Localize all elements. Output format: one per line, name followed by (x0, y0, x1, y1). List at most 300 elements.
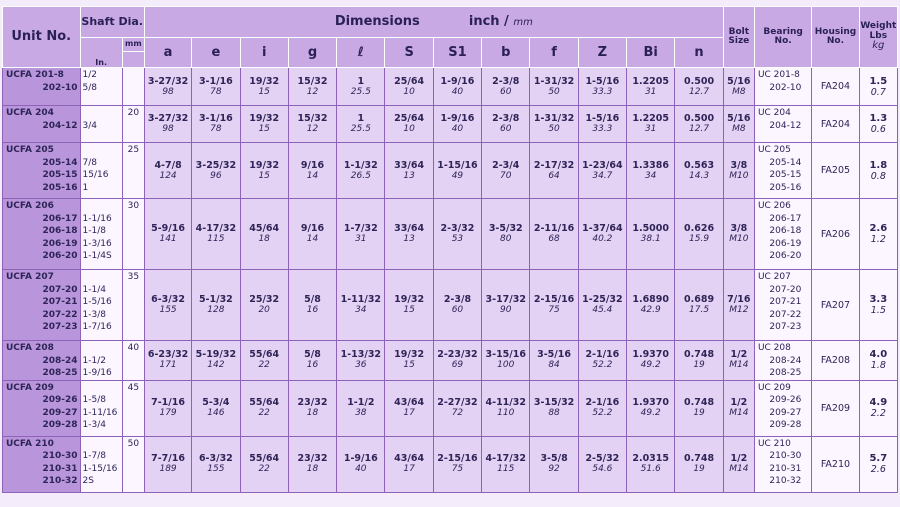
table-row (3, 341, 898, 381)
bearing-no: UC 204 (757, 108, 791, 118)
dimension-mm: 33.3 (592, 124, 613, 134)
bolt-size-inch: 7/16 (727, 294, 751, 305)
dimension-cell (627, 106, 675, 143)
shaft-in-value: 1-15/16 (82, 463, 118, 474)
dimension-cell (385, 68, 433, 106)
shaft-mm-cell (122, 270, 144, 341)
dimension-mm: 84 (548, 360, 560, 371)
bearing-no: UC 207 (757, 272, 791, 282)
dimension-inch: 1-9/16 (440, 113, 475, 124)
shaft-in-value: 1-1/4 (82, 284, 106, 295)
dimension-cell (192, 270, 240, 341)
bolt-size-inch: 1/2 (730, 397, 748, 408)
header-weight (859, 7, 897, 68)
dimension-mm: 19 (693, 408, 705, 418)
dimension-inch: 2-23/32 (437, 349, 478, 361)
dimension-cell (288, 68, 336, 106)
dimension-cell (385, 436, 433, 492)
dimension-inch: 1-31/32 (533, 75, 575, 87)
header-dim-i: i (240, 38, 288, 68)
dimension-mm: 78 (210, 86, 222, 97)
header-dim-n: n (675, 38, 723, 68)
unit-no: 210-30 (42, 451, 78, 461)
dimension-inch: 5-19/32 (195, 349, 237, 361)
dimension-cell (578, 341, 626, 381)
bolt-size-inch: 1/2 (730, 453, 748, 464)
housing-no-cell (812, 380, 859, 436)
bearing-no: UC 206 (757, 201, 791, 211)
dimension-mm: 49 (451, 170, 464, 181)
dimension-mm: 40 (451, 124, 464, 134)
dimension-mm: 34.7 (592, 170, 613, 181)
bearing-no-cell (754, 199, 811, 270)
housing-no-cell (812, 341, 859, 381)
weight-cell (859, 106, 897, 143)
dimension-inch: 43/64 (394, 397, 425, 408)
dimension-cell (288, 380, 336, 436)
dimension-mm: 68 (548, 234, 560, 244)
bearing-no: 207-22 (769, 309, 802, 320)
dimension-cell (675, 380, 723, 436)
dimension-cell (627, 341, 675, 381)
dimension-cell (627, 199, 675, 270)
shaft-in-value: 1/2 (82, 70, 97, 80)
dimension-mm: 42.9 (640, 305, 661, 315)
housing-no-cell (812, 106, 859, 143)
bolt-size-metric: M8 (732, 124, 746, 134)
dimension-cell (337, 341, 385, 381)
bearing-no: 206-20 (769, 251, 802, 261)
dimension-inch: 5-3/4 (202, 397, 230, 408)
dimension-cell (385, 380, 433, 436)
header-shaft-mm-spacer (122, 52, 144, 68)
dimension-cell (144, 436, 191, 492)
dimension-cell (482, 380, 530, 436)
dimension-mm: 18 (306, 464, 319, 474)
bolt-size-cell (723, 199, 754, 270)
bearing-no: 206-18 (769, 226, 802, 236)
unit-no: UCFA 207 (6, 272, 54, 282)
dimension-mm: 171 (159, 360, 177, 371)
dimension-mm: 98 (162, 86, 174, 97)
unit-no: UCFA 201-8 (6, 70, 64, 80)
dimension-cell (482, 270, 530, 341)
header-dim-s1: S1 (433, 38, 481, 68)
dimension-cell (240, 199, 288, 270)
dimension-mm: 15 (403, 305, 415, 315)
shaft-in-value: 1-5/16 (82, 297, 112, 307)
housing-no: FA206 (820, 228, 851, 240)
dimension-cell (240, 143, 288, 199)
unit-no: 206-19 (42, 238, 78, 249)
unit-no-cell (3, 199, 81, 270)
housing-no: FA210 (820, 458, 851, 470)
dimension-inch: 33/64 (394, 159, 425, 171)
bearing-no: 207-21 (769, 297, 802, 307)
bolt-size-inch: 3/8 (730, 159, 748, 171)
dimension-inch: 2-11/16 (533, 223, 575, 234)
dimension-inch: 2-1/16 (585, 349, 620, 361)
header-shaft-in: In. (80, 38, 122, 68)
unit-no: 207-21 (42, 297, 78, 307)
dimension-inch: 23/32 (297, 453, 328, 464)
bearing-no: 206-17 (769, 213, 802, 224)
unit-no: 206-17 (42, 213, 78, 224)
unit-no: UCFA 210 (6, 438, 54, 449)
shaft-mm-value: 30 (127, 201, 140, 211)
dimension-cell (337, 380, 385, 436)
dimension-mm: 34 (355, 305, 367, 315)
weight-cell (859, 68, 897, 106)
dimension-cell (337, 199, 385, 270)
dimension-mm: 70 (500, 170, 512, 181)
dimension-cell (240, 270, 288, 341)
dimension-mm: 124 (159, 170, 177, 181)
dimension-mm: 64 (548, 170, 560, 181)
dimension-cell (433, 270, 481, 341)
bolt-size-cell (723, 341, 754, 381)
shaft-in-cell (80, 270, 122, 341)
dimension-cell (482, 143, 530, 199)
shaft-mm-cell (122, 106, 144, 143)
dimension-mm: 98 (162, 124, 174, 134)
bolt-size-metric: M14 (729, 408, 749, 418)
dimension-mm: 33.3 (592, 86, 613, 97)
dimension-mm: 60 (500, 124, 512, 134)
shaft-mm-cell (122, 143, 144, 199)
dimension-inch: 2-17/32 (533, 159, 575, 171)
dimension-inch: 0.563 (684, 159, 715, 171)
header-bearing-no: Bearing No. (754, 7, 811, 68)
shaft-in-value: 5/8 (82, 82, 97, 93)
weight-kg: 1.8 (870, 360, 886, 372)
dimension-inch: 19/32 (249, 75, 280, 87)
dimension-inch: 0.689 (684, 294, 715, 305)
dimension-cell (240, 436, 288, 492)
weight-cell (859, 341, 897, 381)
dimension-inch: 1 (357, 113, 365, 124)
dimension-inch: 4-11/32 (485, 397, 526, 408)
dimension-inch: 3-5/32 (488, 223, 523, 234)
dimension-mm: 19 (693, 360, 705, 371)
dimension-cell (675, 68, 723, 106)
dimension-cell (433, 341, 481, 381)
dimension-mm: 54.6 (592, 464, 613, 474)
dimension-mm: 38 (355, 408, 367, 418)
table-row (3, 143, 898, 199)
unit-no: 209-27 (42, 407, 78, 418)
header-weight-lbs: Lbs (869, 30, 888, 41)
dimension-inch: 5-9/16 (151, 223, 185, 234)
dimension-inch: 0.500 (684, 113, 715, 124)
dimension-cell (627, 380, 675, 436)
dimension-mm: 16 (306, 360, 319, 371)
dimension-inch: 4-17/32 (195, 223, 237, 234)
dimension-cell (482, 341, 530, 381)
unit-no: 208-24 (42, 355, 78, 366)
housing-no: FA204 (820, 81, 851, 92)
bearing-no: UC 205 (757, 145, 791, 155)
dimension-mm: 146 (207, 408, 225, 418)
dimension-mm: 115 (497, 464, 515, 474)
shaft-mm-value: 40 (127, 343, 140, 353)
unit-no: UCFA 204 (6, 108, 54, 118)
dimension-cell (675, 143, 723, 199)
dimension-mm: 50 (548, 124, 560, 134)
bearing-no: 205-16 (769, 182, 802, 193)
header-dim-s: S (385, 38, 433, 68)
dimension-cell (337, 106, 385, 143)
dimension-inch: 0.748 (684, 397, 715, 408)
dimension-mm: 40 (451, 86, 464, 97)
bolt-size-metric: M14 (729, 360, 749, 371)
dimension-inch: 1-9/16 (440, 75, 475, 87)
weight-lbs: 1.8 (869, 159, 888, 171)
shaft-in-value: 1-1/2 (82, 355, 106, 366)
housing-no: FA204 (820, 118, 851, 130)
dimension-cell (192, 199, 240, 270)
unit-no: 206-18 (42, 226, 78, 236)
dimension-inch: 1-13/32 (340, 349, 382, 361)
dimension-inch: 43/64 (394, 453, 425, 464)
dimension-cell (627, 68, 675, 106)
dimension-cell (578, 199, 626, 270)
dimension-mm: 51.6 (640, 464, 661, 474)
shaft-in-cell (80, 106, 122, 143)
weight-lbs: 3.3 (869, 294, 888, 305)
dimension-mm: 12 (306, 124, 319, 134)
shaft-in-value: 1-1/8 (82, 226, 106, 236)
dimension-cell (192, 68, 240, 106)
dimension-cell (288, 199, 336, 270)
bearing-no: 210-31 (769, 463, 802, 474)
unit-no: UCFA 205 (6, 145, 54, 155)
bearing-no: 210-30 (769, 451, 802, 461)
bearing-no-cell (754, 68, 811, 106)
shaft-in-value: 3/4 (82, 120, 97, 131)
dimension-mm: 49.2 (640, 408, 661, 418)
unit-no-cell (3, 341, 81, 381)
header-dim-a: a (144, 38, 191, 68)
housing-no: FA209 (820, 402, 851, 414)
shaft-mm-value: 20 (127, 108, 140, 118)
bolt-size-metric: M8 (732, 86, 746, 97)
dimension-inch: 1.9370 (632, 349, 670, 361)
dimension-inch: 15/32 (297, 113, 328, 124)
dimension-mm: 26.5 (350, 170, 371, 181)
dimension-cell (433, 106, 481, 143)
shaft-in-value: 1-7/8 (82, 451, 106, 461)
dimension-cell (337, 436, 385, 492)
dimension-cell (385, 341, 433, 381)
dimension-cell (192, 436, 240, 492)
dimension-inch: 1-25/32 (582, 294, 623, 305)
bearing-no: UC 210 (757, 438, 791, 449)
dimension-inch: 1-1/32 (343, 159, 378, 171)
shaft-mm-cell (122, 199, 144, 270)
header-shaft-mm: mm (122, 38, 144, 52)
shaft-in-cell (80, 341, 122, 381)
dimension-inch: 25/64 (394, 113, 425, 124)
bolt-size-metric: M10 (729, 170, 749, 181)
dimension-inch: 15/32 (297, 75, 328, 87)
shaft-in-value: 1 (82, 182, 89, 193)
dimension-mm: 34 (644, 170, 657, 181)
dimension-cell (578, 380, 626, 436)
bearing-no-cell (754, 106, 811, 143)
weight-kg: 2.2 (870, 408, 886, 419)
bolt-size-inch: 5/16 (727, 113, 751, 124)
dimension-inch: 1-11/32 (340, 294, 382, 305)
dimension-cell (240, 68, 288, 106)
dimension-cell (530, 199, 578, 270)
dimension-inch: 3-15/32 (533, 397, 575, 408)
unit-no-cell (3, 436, 81, 492)
dimension-cell (144, 106, 191, 143)
dimension-mm: 179 (159, 408, 177, 418)
dimension-cell (530, 436, 578, 492)
shaft-mm-value: 50 (127, 438, 140, 449)
header-unit-no: Unit No. (3, 7, 81, 68)
table-body (3, 68, 898, 493)
bearing-no: UC 209 (757, 382, 791, 393)
dimension-inch: 33/64 (394, 223, 425, 234)
dimension-inch: 0.626 (684, 223, 715, 234)
dimension-mm: 15 (403, 360, 415, 371)
dimension-cell (627, 143, 675, 199)
dimension-mm: 90 (500, 305, 512, 315)
shaft-in-value (83, 438, 122, 451)
dimension-mm: 17 (403, 464, 415, 474)
bearing-no: 206-19 (769, 238, 802, 249)
dimension-cell (675, 341, 723, 381)
weight-kg: 0.7 (870, 86, 886, 98)
dimension-cell (530, 143, 578, 199)
bolt-size-cell (723, 143, 754, 199)
dimension-inch: 25/32 (249, 294, 280, 305)
dimension-mm: 92 (548, 464, 560, 474)
dimension-mm: 115 (207, 234, 225, 244)
bearing-no-cell (754, 341, 811, 381)
dimension-inch: 1.3386 (632, 159, 670, 171)
dimension-cell (675, 199, 723, 270)
shaft-in-value: 1-3/16 (82, 238, 112, 249)
dimension-cell (578, 68, 626, 106)
table-header (3, 7, 898, 68)
dimension-cell (385, 270, 433, 341)
bearing-no: 209-26 (769, 395, 802, 405)
dimension-inch: 2.0315 (632, 453, 670, 464)
shaft-in-value (83, 271, 122, 284)
dimension-cell (482, 68, 530, 106)
unit-no: UCFA 209 (6, 382, 54, 393)
shaft-in-value (83, 200, 122, 213)
unit-no: 204-12 (42, 120, 78, 131)
shaft-mm-cell (122, 436, 144, 492)
weight-cell (859, 199, 897, 270)
dimension-mm: 25.5 (350, 124, 371, 134)
weight-kg: 1.5 (870, 305, 886, 316)
shaft-in-value: 2S (82, 476, 94, 486)
bearing-no: 202-10 (769, 82, 802, 93)
dimension-inch: 4-7/8 (154, 159, 182, 171)
housing-no-cell (812, 436, 859, 492)
dimension-cell (144, 341, 191, 381)
dimension-mm: 142 (207, 360, 225, 371)
dimension-inch: 6-3/32 (198, 453, 233, 464)
dimension-inch: 2-3/8 (443, 294, 472, 305)
dimension-mm: 13 (403, 170, 415, 181)
bearing-no: 208-24 (769, 355, 802, 366)
dimension-inch: 4-17/32 (485, 453, 526, 464)
dimension-mm: 15 (258, 170, 270, 181)
dimension-cell (433, 199, 481, 270)
shaft-in-value: 1-3/8 (82, 309, 106, 320)
dimension-mm: 40 (355, 464, 367, 474)
dimension-mm: 31 (355, 234, 367, 244)
dimension-cell (433, 436, 481, 492)
dimension-inch: 0.500 (684, 75, 715, 87)
shaft-mm-cell (122, 380, 144, 436)
dimension-cell (433, 143, 481, 199)
dimension-mm: 69 (451, 360, 464, 371)
bolt-size-cell (723, 270, 754, 341)
bearing-spec-table (2, 6, 898, 493)
shaft-in-cell (80, 68, 122, 106)
dimension-mm: 60 (500, 86, 512, 97)
dimension-inch: 6-3/32 (151, 294, 185, 305)
dimension-mm: 25.5 (350, 86, 371, 97)
dimension-cell (675, 270, 723, 341)
housing-no: FA205 (820, 165, 851, 176)
shaft-mm-value: 45 (127, 382, 140, 393)
dimension-cell (337, 68, 385, 106)
dimension-inch: 2-27/32 (437, 397, 478, 408)
dimension-mm: 12.7 (689, 124, 710, 134)
weight-lbs: 1.5 (869, 75, 888, 87)
dimension-mm: 15 (258, 124, 270, 134)
unit-no: 205-14 (42, 157, 78, 168)
shaft-in-value: 1-1/4S (82, 251, 112, 261)
dimension-inch: 1.9370 (632, 397, 670, 408)
table-row (3, 199, 898, 270)
dimension-inch: 45/64 (249, 223, 280, 234)
dimension-mm: 141 (159, 234, 177, 244)
dimension-mm: 52.2 (592, 408, 613, 418)
dimension-mm: 17.5 (689, 305, 710, 315)
unit-no: 210-32 (42, 476, 78, 486)
dimension-inch: 5/8 (304, 294, 321, 305)
dimension-cell (385, 199, 433, 270)
dimension-inch: 1-7/32 (343, 223, 378, 234)
bolt-size-inch: 5/16 (727, 75, 751, 87)
housing-no: FA207 (820, 299, 851, 311)
header-dim-g: g (288, 38, 336, 68)
dimension-cell (240, 341, 288, 381)
shaft-in-cell (80, 199, 122, 270)
dimension-cell (144, 270, 191, 341)
dimension-mm: 14 (306, 170, 319, 181)
header-dimensions (144, 7, 723, 38)
dimension-inch: 19/32 (249, 113, 280, 124)
bearing-no-cell (754, 436, 811, 492)
dimension-cell (337, 270, 385, 341)
dimension-mm: 75 (451, 464, 464, 474)
shaft-in-value (83, 342, 122, 355)
bolt-size-cell (723, 380, 754, 436)
bearing-no: 210-32 (769, 476, 802, 486)
dimension-cell (288, 270, 336, 341)
